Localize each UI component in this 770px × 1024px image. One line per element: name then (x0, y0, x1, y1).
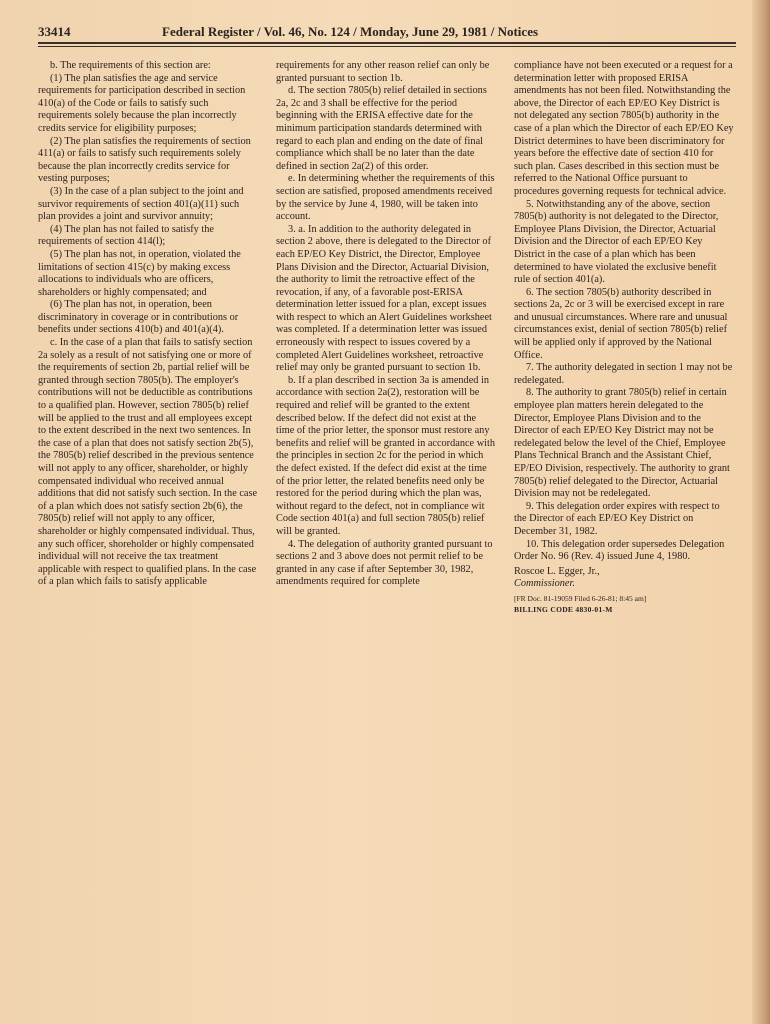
paragraph: (4) The plan has not failed to satisfy the requirements of section 414(l); (38, 223, 214, 248)
paragraph: requirements for any other reason relief can only be granted pursuant to section 1b. (276, 60, 490, 84)
text-column-2 (276, 60, 496, 589)
page-number: 33414 (38, 24, 71, 39)
paragraph: e. In determining whether the requirements of this section are satisfied, proposed amendments received by the service by June 4, 1980, will be taken into account. (276, 173, 495, 223)
header-rule-thin (38, 46, 736, 47)
paragraph: 6. The section 7805(b) authority described in sections 2a, 2c or 3 will be exercised except in rare and unusual circumstances. Where rare and unusual circumstances exist, denial of section 7805(b) relief will be applied only if approved by the National Office. (514, 286, 728, 361)
signatory-name: Roscoe L. Egger, Jr., (514, 565, 600, 577)
fr-doc-line: [FR Doc. 81-19059 Filed 6-26-81; 8:45 am] (514, 593, 647, 603)
paragraph: 7. The authority delegated in section 1 may not be redelegated. (514, 362, 733, 386)
text-column-1 (38, 60, 258, 589)
paragraph: (1) The plan satisfies the age and service requirements for participation described in section 410(a) of the Code or fails to satisfy such requirements solely because the plan incorrectly credits service for eligibility purposes; (38, 72, 246, 134)
paragraph: b. If a plan described in section 3a is amended in accordance with section 2a(2), restoration will be required and relief will be granted to the extent described below. If the defect did not exist at the time of the prior letter, the sponsor must restore any benefits and relief will be granted in accordance with the principles in section 2c for the period in which the defect existed. If the defect did exist at the time of the prior letter, the related benefits need only be restored for the period during which the plan was, without regard to the defect, not in compliance wit Code section 401(a) and full section 7805(b) relief will be granted. (276, 374, 495, 537)
paragraph: 5. Notwithstanding any of the above, section 7805(b) authority is not delegated to the Director, Employee Plans Division, the Director, Actuarial Division and the Director of each EP/EO Key District in the case of a plan which has been determined to have violated the exclusive benefit rule of section 401(a). (514, 198, 719, 286)
page-spine-shadow (752, 0, 770, 1024)
paragraph: 9. This delegation order expires with respect to the Director of each EP/EO Key District on December 31, 1982. (514, 500, 720, 537)
paragraph: 8. The authority to grant 7805(b) relief in certain employee plan matters herein delegated to the Director, Employee Plans Division and to the Director of each EP/EO Key District may not be redelegated below the level of the Chief, Employee Plans Technical Branch and the Assistant Chief, EP/EO Division, respectively. The authority to grant 7805(b) relief delegated to the Director, Actuarial Division may not be redelegated. (514, 387, 730, 500)
running-head: Federal Register / Vol. 46, No. 124 / Monday, June 29, 1981 / Notices (162, 24, 539, 39)
text-column-3 (514, 60, 734, 615)
paragraph: (6) The plan has not, in operation, been discriminatory in coverage or in contributions or benefits under sections 410(b) and 401(a)(4). (38, 299, 239, 336)
paragraph: (2) The plan satisfies the requirements of section 411(a) or fails to satisfy such requirements solely because the plan incorrectly credits service for vesting purposes; (38, 135, 251, 185)
paragraph: c. In the case of a plan that fails to satisfy section 2a solely as a result of not satisfying one or more of the requirements of section 2b, partial relief will be granted through section 7805(b). The employer's contributions will not be deductible as contributions to a qualified plan. However, section 7805(b) relief will be applied to the trust and all employees except to the extent described in the next two sentences. In the case of a plan that does not satisfy section 2b(5), the 7805(b) relief described in the previous sentence will not apply to any officer, shareholder, or highly compensated individual who received annual additions that did not satisfy such section. In the case of a plan which does not satisfy section 2b(6), the 7805(b) relief will not apply to any officer, shareholder or highly compensated individual. Thus, any such officer, shoreholder or highly compensated individual will not receive the tax treatment applicable with respect to qualified plans. In the case of a plan which fails to satisfy applicable (38, 337, 258, 588)
paragraph: 3. a. In addition to the authority delegated in section 2 above, there is delegated to the Director of each EP/EO Key District, the Director, Employee Plans Division and the Director, Actuarial Division, the authority to limit the retroactive effect of the revocation, if any, of a favorable post-ERISA determination letter issued for a plan, except issues with respect to which an Alert Guidelines worksheet was completed. If a determination letter was issued erroneously with respect to issues covered by a completed Alert Guidelines worksheet, retroactive relief may only be granted pursuant to section 1b. (276, 223, 492, 374)
signatory-title: Commissioner. (514, 578, 575, 590)
paragraph: compliance have not been executed or a request for a determination letter with proposed ERISA amendments has not been filed. Notwithstanding the above, the Director of each EP/EO Key District is not delegated any section 7805(b) authority in the case of a plan which the Director of each EP/EO Key District determines to have been discriminatory for years before the effective date of section 410 for such plan. Cases described in this section must be referred to the National Office pursuant to procedures governing requests for technical advice. (514, 60, 734, 197)
paragraph: 4. The delegation of authority granted pursuant to sections 2 and 3 above does not permit relief to be granted in any case if after September 30, 1982, amendments required for complete (276, 538, 493, 588)
paragraph: 10. This delegation order supersedes Delegation Order No. 96 (Rev. 4) issued June 4, 1980. (514, 538, 725, 563)
paragraph: (3) In the case of a plan subject to the joint and survivor requirements of section 401(a)(11) such plan provides a joint and survivor annuity; (38, 185, 244, 223)
billing-code: BILLING CODE 4830-01-M (514, 604, 613, 614)
page-header (38, 24, 738, 44)
paragraph: d. The section 7805(b) relief detailed in sections 2a, 2c and 3 shall be effective for the period beginning with the ERISA effective date for the minimum participation standards determined with regard to each plan and ending on the date of final compliance which shall be no later than the date defined in section 2a(2) of this order. (276, 85, 487, 172)
paragraph: b. The requirements of this section are: (50, 60, 211, 71)
paragraph: (5) The plan has not, in operation, violated the limitations of section 415(c) by making excess allocations to individuals who are officers, shareholders or highly compensated; and (38, 248, 241, 298)
header-rule-thick (38, 42, 736, 44)
